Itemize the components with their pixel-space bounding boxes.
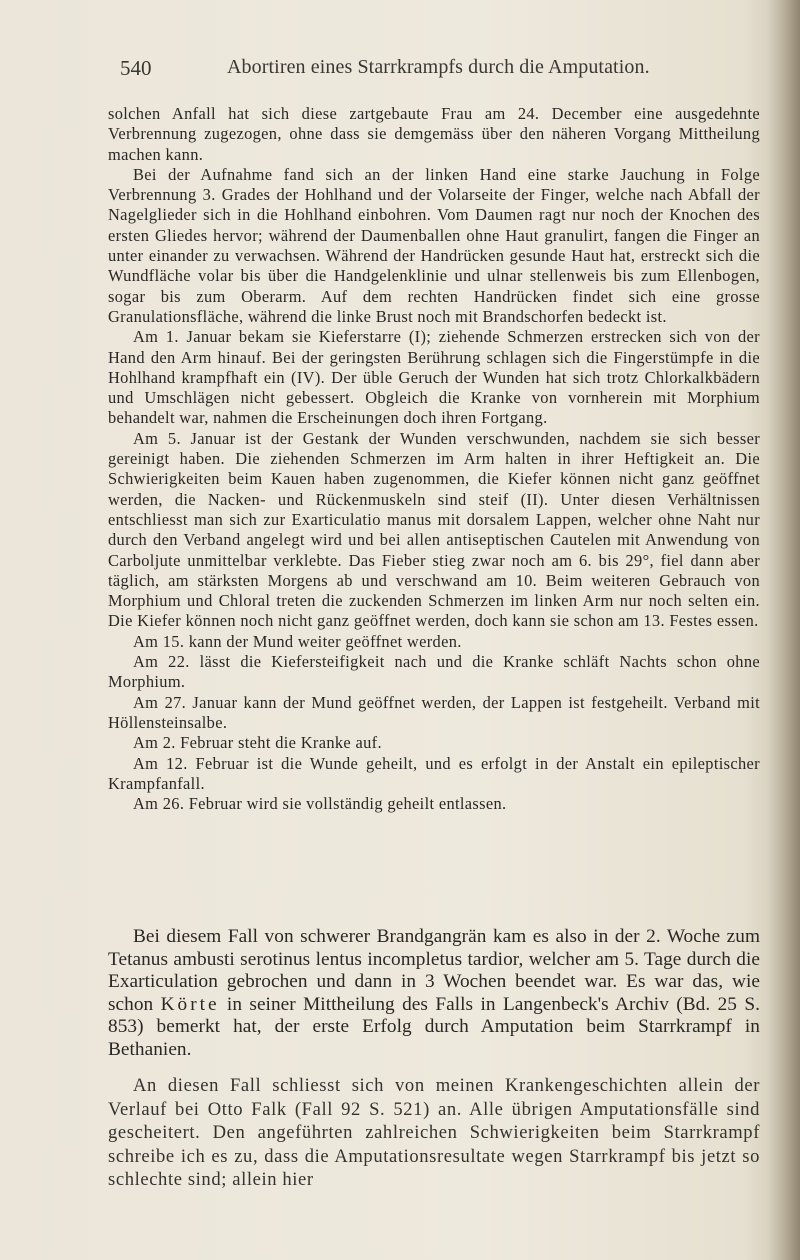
- page-number: 540: [120, 56, 152, 80]
- case-paragraph: Am 2. Februar steht die Kranke auf.: [133, 733, 382, 753]
- summary-text: in seiner Mittheilung des Falls in Langenbeck's Archiv (Bd. 25 S. 853) bemerkt hat, der erste Erfolg durch Amputation beim Starrkrampf in Bethanien.: [108, 993, 760, 1060]
- case-paragraph: Am 1. Januar bekam sie Kieferstarre (I); ziehende Schmerzen erstrecken sich von der Hand den Arm hinauf. Bei der geringsten Berührung schlagen sich die Fingerstümpfe in die Hohlhand krampfhaft ein (IV). Der üble Geruch der Wunden hat sich trotz Chlorkalkbädern und Umschlägen nicht gebessert. Obgleich die Kranke von vornherein mit Morphium behandelt war, nahmen die Erscheinungen doch ihren Fortgang.: [108, 327, 760, 428]
- author-name: Körte: [160, 993, 220, 1015]
- case-paragraph: Am 12. Februar ist die Wunde geheilt, und es erfolgt in der Anstalt ein epileptischer Krampfanfall.: [108, 753, 760, 793]
- case-paragraph: Am 15. kann der Mund weiter geöffnet werden.: [133, 631, 462, 651]
- case-paragraph: Bei der Aufnahme fand sich an der linken Hand eine starke Jauchung in Folge Verbrennung 3. Grades der Hohlhand und der Volarseite der Finger, welche nach Abfall der Nagelglieder sich in die Hohlhand einbohren. Vom Daumen ragt nur noch der Knochen des ersten Gliedes hervor; während der Daumenballen ohne Haut granulirt, fangen die Finger an unter einander zu verwachsen. Während der Handrücken gesunde Haut hat, erstreckt sich die Wundfläche volar bis über die Handgelenklinie und ulnar stellenweis bis zum Ellenbogen, sogar bis zum Oberarm. Auf dem rechten Handrücken findet sich eine grosse Granulationsfläche, während die linke Brust noch mit Brandschorfen bedeckt ist.: [108, 164, 760, 326]
- case-paragraph: solchen Anfall hat sich diese zartgebaute Frau am 24. December eine ausgedehnte Verbrennung zugezogen, ohne dass sie demgemäss über den näheren Vorgang Mittheilung machen kann.: [108, 104, 760, 164]
- running-head: [120, 56, 760, 86]
- case-paragraph: Am 26. Februar wird sie vollständig geheilt entlassen.: [133, 794, 507, 814]
- case-paragraph: Am 5. Januar ist der Gestank der Wunden verschwunden, nachdem sie sich besser gereinigt haben. Die ziehenden Schmerzen im Arm halten in ihrer Heftigkeit an. Die Schwierigkeiten beim Kauen haben zugenommen, die Kiefer können nicht ganz geöffnet werden, die Nacken- und Rückenmuskeln sind steif (II). Unter diesen Verhältnissen entschliesst man sich zur Exarticulatio manus mit dorsalem Lappen, welcher ohne Naht nur durch den Verband angelegt wird und bei allen antiseptischen Cautelen mit Anwendung von Carboljute unmittelbar verklebte. Das Fieber stieg zwar noch am 6. bis 29°, fiel dann aber täglich, am stärksten Morgens ab und verschwand am 10. Beim weiteren Gebrauch von Morphium und Chloral treten die zuckenden Schmerzen im linken Arm nur noch selten ein. Die Kiefer können noch nicht ganz geöffnet werden, doch kann sie schon am 13. Festes essen.: [108, 428, 760, 631]
- case-paragraph: Am 27. Januar kann der Mund geöffnet werden, der Lappen ist festgeheilt. Verband mit Höllensteinsalbe.: [108, 692, 760, 732]
- closing-paragraph: An diesen Fall schliesst sich von meinen Krankengeschichten allein der Verlauf bei Otto Falk (Fall 92 S. 521) an. Alle übrigen Amputationsfälle sind gescheitert. Den angeführten zahlreichen Schwierigkeiten beim Starrkrampf schreibe ich es zu, dass die Amputationsresultate wegen Starrkrampf bis jetzt so schlechte sind; allein hier: [108, 1075, 760, 1191]
- running-title: Abortiren eines Starrkrampfs durch die Amputation.: [227, 56, 650, 78]
- case-report: [108, 104, 760, 814]
- summary-text: Bei diesem Fall von schwerer Brandgangrän kam es also in der 2. Woche zum Tetanus ambusti serotinus lentus incompletus tardior, welcher am 5. Tage durch die Exarticulation gebrochen und dann in 3 Wochen beendet war. Es war das, wie schon: [108, 926, 760, 1015]
- summary-paragraph: [108, 926, 760, 1062]
- case-paragraph: Am 22. lässt die Kiefersteifigkeit nach und die Kranke schläft Nachts schon ohne Morphium.: [108, 652, 760, 692]
